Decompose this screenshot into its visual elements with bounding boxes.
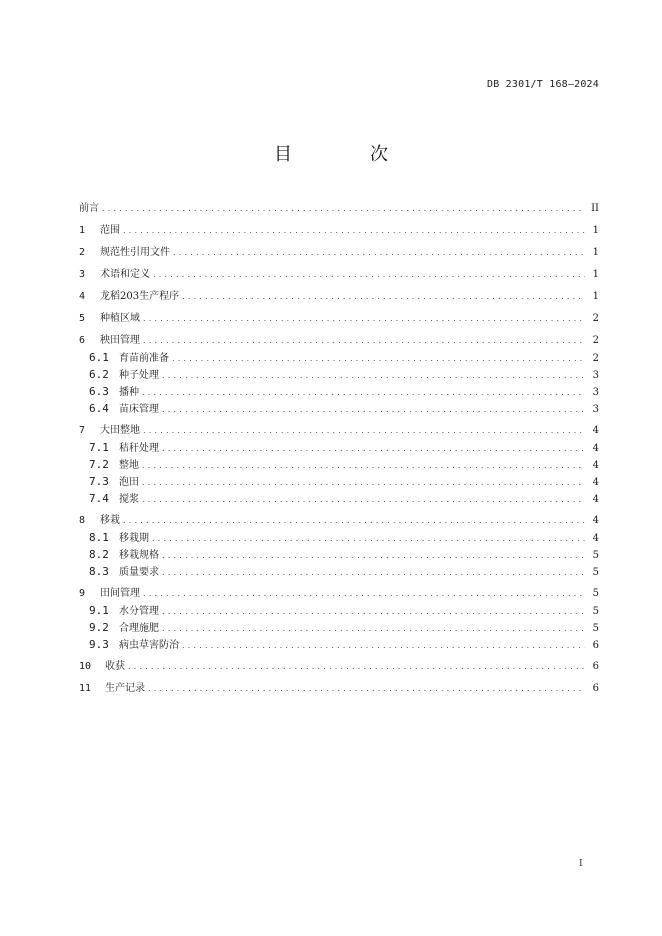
toc-leader-dots — [143, 585, 585, 602]
toc-entry-page: 5 — [592, 550, 599, 561]
page-title: 目 次 — [274, 144, 418, 165]
toc-entry-label: 龙稻203生产程序 — [100, 291, 180, 302]
toc-entry-page: 5 — [592, 588, 599, 599]
toc-entry-section-7-2[interactable] — [79, 456, 599, 473]
toc-leader-dots — [143, 310, 585, 327]
toc-entry-number: 8.3 — [89, 565, 109, 578]
toc-entry-section-9-2[interactable] — [79, 619, 599, 636]
toc-entry-number: 6.2 — [89, 368, 109, 381]
toc-entry-section-7-3[interactable] — [79, 473, 599, 490]
toc-leader-dots — [173, 244, 585, 261]
toc-entry-section-3[interactable] — [79, 266, 599, 283]
toc-leader-dots — [162, 620, 585, 636]
toc-entry-label: 搅浆 — [119, 494, 139, 505]
toc-entry-number: 6.1 — [89, 351, 109, 364]
toc-entry-page: 4 — [592, 515, 599, 526]
toc-entry-section-10[interactable] — [79, 658, 599, 675]
toc-entry-page: 4 — [592, 533, 599, 544]
toc-entry-page: 6 — [592, 640, 599, 651]
toc-entry-section-5[interactable] — [79, 310, 599, 327]
toc-entry-number: 9.1 — [89, 604, 109, 617]
toc-entry-section-9[interactable] — [79, 585, 599, 602]
toc-entry-section-6-2[interactable] — [79, 366, 599, 383]
toc-entry-section-11[interactable] — [79, 680, 599, 697]
toc-entry-number: 7.2 — [89, 458, 109, 471]
toc-entry-number: 5 — [79, 313, 86, 324]
toc-entry-label: 播种 — [119, 387, 139, 398]
toc-entry-number: 10 — [79, 661, 92, 672]
toc-entry-number: 7.1 — [89, 441, 109, 454]
toc-entry-label: 生产记录 — [105, 683, 145, 694]
toc-leader-dots — [162, 367, 585, 383]
toc-entry-page: 4 — [592, 460, 599, 471]
toc-entry-number: 6 — [79, 335, 86, 346]
toc-leader-dots — [143, 422, 585, 439]
toc-entry-section-1[interactable] — [79, 222, 599, 239]
toc-entry-number: 9 — [79, 588, 86, 599]
toc-entry-label: 水分管理 — [119, 606, 159, 617]
toc-entry-section-6-4[interactable] — [79, 400, 599, 417]
toc-entry-label: 前言 — [79, 203, 99, 214]
toc-entry-page: 1 — [592, 225, 599, 236]
toc-leader-dots — [142, 457, 585, 473]
toc-entry-page: 3 — [592, 404, 599, 415]
document-number: DB 2301/T 168—2024 — [487, 79, 599, 90]
toc-entry-page: 2 — [592, 335, 599, 346]
toc-entry-number: 6.4 — [89, 402, 109, 415]
toc-entry-label: 移栽期 — [119, 533, 149, 544]
page-number: I — [579, 859, 583, 869]
toc-entry-page: 4 — [592, 443, 599, 454]
toc-entry-number: 7.3 — [89, 475, 109, 488]
toc-entry-number: 3 — [79, 269, 86, 280]
toc-entry-label: 收获 — [105, 661, 125, 672]
toc-entry-page: 4 — [592, 477, 599, 488]
toc-entry-number: 11 — [79, 683, 92, 694]
toc-entry-section-6-3[interactable] — [79, 383, 599, 400]
toc-entry-section-8-1[interactable] — [79, 529, 599, 546]
toc-entry-section-7[interactable] — [79, 422, 599, 439]
toc-entry-number: 7.4 — [89, 492, 109, 505]
toc-entry-page: 6 — [592, 683, 599, 694]
toc-entry-page: 5 — [592, 567, 599, 578]
toc-leader-dots — [153, 266, 585, 283]
toc-entry-section-8[interactable] — [79, 512, 599, 529]
toc-entry-label: 种植区域 — [100, 313, 140, 324]
toc-leader-dots — [123, 512, 585, 529]
toc-entry-page: 1 — [592, 291, 599, 302]
toc-entry-label: 移栽规格 — [119, 550, 159, 561]
toc-entry-section-9-3[interactable] — [79, 636, 599, 653]
toc-entry-page: 2 — [592, 353, 599, 364]
toc-entry-label: 病虫草害防治 — [119, 640, 179, 651]
toc-entry-number: 1 — [79, 225, 86, 236]
toc-entry-section-8-2[interactable] — [79, 546, 599, 563]
toc-entry-number: 4 — [79, 291, 86, 302]
toc-entry-number: 9.3 — [89, 638, 109, 651]
toc-entry-label: 移栽 — [100, 515, 120, 526]
toc-entry-number: 2 — [79, 247, 86, 258]
toc-entry-section-6[interactable] — [79, 332, 599, 349]
toc-entry-page: II — [591, 203, 599, 214]
toc-entry-number: 9.2 — [89, 621, 109, 634]
toc-leader-dots — [162, 564, 585, 580]
toc-entry-section-8-3[interactable] — [79, 563, 599, 580]
toc-entry-label: 泡田 — [119, 477, 139, 488]
toc-entry-label: 秸秆处理 — [119, 443, 159, 454]
toc-entry-number: 8.2 — [89, 548, 109, 561]
toc-leader-dots — [143, 332, 585, 349]
toc-entry-page: 5 — [592, 623, 599, 634]
toc-entry-section-4[interactable] — [79, 288, 599, 305]
toc-entry-page: 1 — [592, 247, 599, 258]
toc-entry-section-7-4[interactable] — [79, 490, 599, 507]
toc-entry-section-9-1[interactable] — [79, 602, 599, 619]
toc-leader-dots — [162, 603, 585, 619]
toc-entry-label: 范围 — [100, 225, 120, 236]
toc-entry-label: 质量要求 — [119, 567, 159, 578]
toc-leader-dots — [123, 222, 585, 239]
toc-entry-label: 苗床管理 — [119, 404, 159, 415]
toc-leader-dots — [182, 288, 585, 305]
toc-leader-dots — [162, 401, 585, 417]
toc-leader-dots — [172, 350, 585, 366]
toc-leader-dots — [148, 680, 585, 697]
toc-leader-dots — [102, 200, 585, 217]
toc-entry-page: 2 — [592, 313, 599, 324]
toc-leader-dots — [142, 474, 585, 490]
toc-entry-label: 大田整地 — [100, 425, 140, 436]
toc-leader-dots — [142, 384, 585, 400]
toc-leader-dots — [142, 491, 585, 507]
toc-entry-label: 田间管理 — [100, 588, 140, 599]
toc-leader-dots — [152, 530, 585, 546]
toc-entry-label: 规范性引用文件 — [100, 247, 170, 258]
toc-entry-label: 术语和定义 — [100, 269, 150, 280]
toc-leader-dots — [162, 547, 585, 563]
toc-entry-number: 8.1 — [89, 531, 109, 544]
toc-entry-label: 育苗前准备 — [119, 353, 169, 364]
toc-entry-foreword[interactable] — [79, 200, 599, 217]
toc-leader-dots — [128, 658, 585, 675]
toc-entry-page: 4 — [592, 425, 599, 436]
toc-entry-page: 4 — [592, 494, 599, 505]
toc-entry-section-6-1[interactable] — [79, 349, 599, 366]
toc-leader-dots — [182, 637, 585, 653]
toc-entry-section-7-1[interactable] — [79, 439, 599, 456]
toc-entry-page: 3 — [592, 387, 599, 398]
toc-entry-page: 5 — [592, 606, 599, 617]
toc-entry-number: 6.3 — [89, 385, 109, 398]
toc-entry-number: 8 — [79, 515, 86, 526]
toc-leader-dots — [162, 440, 585, 456]
toc-entry-number: 7 — [79, 425, 86, 436]
table-of-contents — [79, 200, 599, 697]
toc-entry-label: 整地 — [119, 460, 139, 471]
toc-entry-label: 种子处理 — [119, 370, 159, 381]
toc-entry-page: 6 — [592, 661, 599, 672]
toc-entry-section-2[interactable] — [79, 244, 599, 261]
toc-entry-page: 1 — [592, 269, 599, 280]
toc-entry-label: 合理施肥 — [119, 623, 159, 634]
toc-entry-page: 3 — [592, 370, 599, 381]
toc-entry-label: 秧田管理 — [100, 335, 140, 346]
